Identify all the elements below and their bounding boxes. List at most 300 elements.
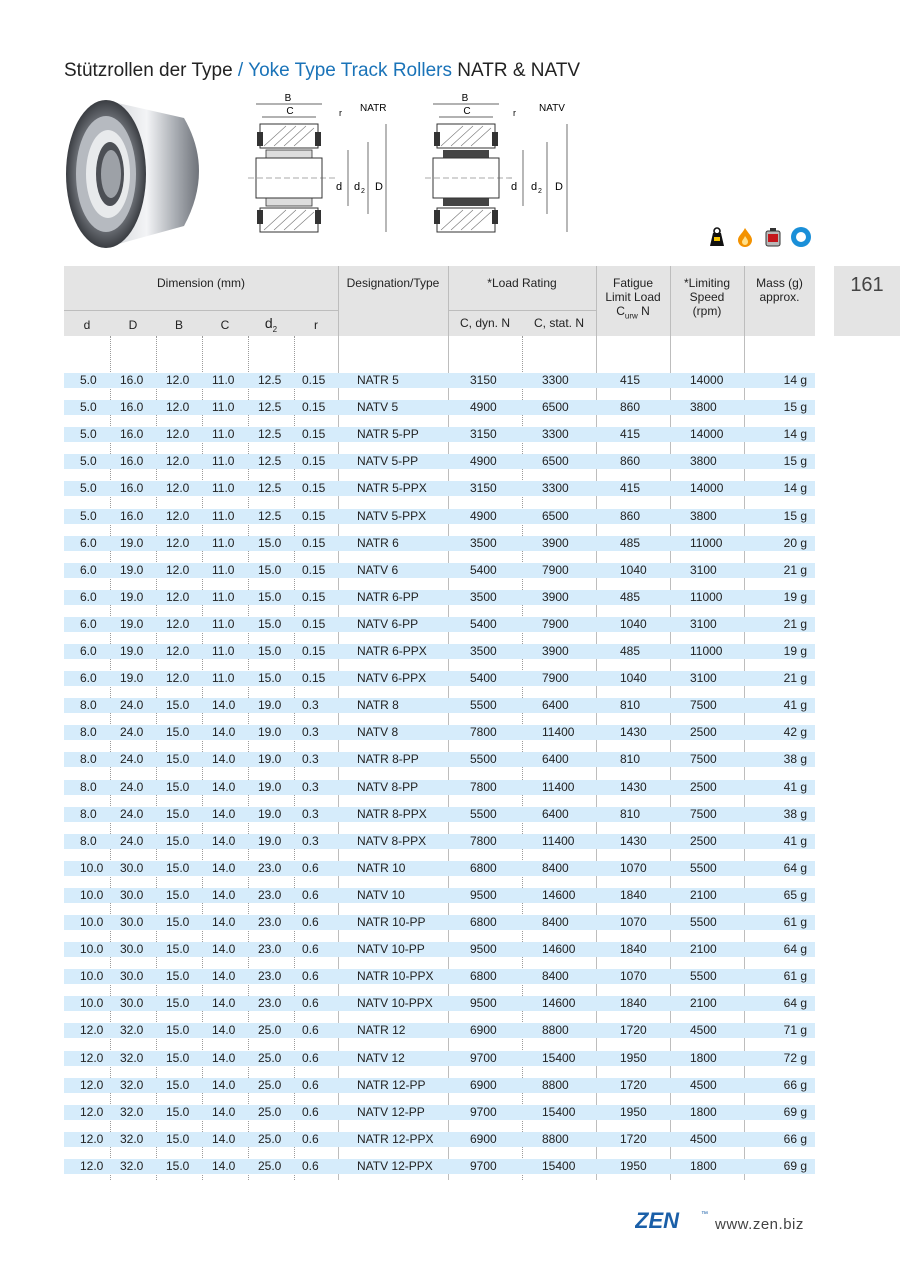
table-row [64,644,815,659]
table-cell: 11400 [542,725,575,740]
table-row [64,1051,815,1066]
table-cell: 69 g [783,1104,807,1119]
flame-icon [734,226,756,248]
table-cell: 14.0 [212,1077,236,1092]
svg-text:d: d [531,181,538,193]
table-cell: 24.0 [120,698,144,713]
table-cell: 14000 [690,481,724,496]
table-row [64,400,815,415]
table-cell: 2500 [690,779,717,794]
table-cell: 11.0 [212,481,235,496]
table-cell: 0.15 [302,644,326,658]
table-row [64,698,815,713]
table-cell: 38 g [783,806,807,821]
table-cell: 5.0 [80,373,97,387]
table-cell: 1040 [620,616,647,631]
table-row [64,1105,815,1120]
table-cell: 0.6 [302,1023,319,1038]
table-cell: 0.6 [302,1077,319,1092]
table-cell: 14.0 [212,996,236,1011]
table-cell: 15.0 [166,725,190,740]
table-cell: NATR 10-PPX [357,969,434,984]
table-cell: 61 g [783,915,807,929]
table-cell: 1430 [620,725,647,740]
table-row [64,969,815,984]
table-cell: NATV 5 [357,400,399,415]
table-cell: 5.0 [80,427,97,442]
table-cell: 14.0 [212,833,236,848]
table-cell: NATR 6-PPX [357,644,427,658]
table-cell: 6500 [542,400,569,415]
table-cell: 3150 [470,481,497,496]
table-cell: 1070 [620,969,647,984]
table-cell: 2500 [690,725,717,740]
table-cell: 0.15 [302,427,326,442]
table-cell: NATR 12 [357,1023,406,1038]
table-cell: 24.0 [120,725,144,740]
table-cell: 42 g [783,725,807,740]
table-cell: 14.0 [212,860,236,875]
grease-can-icon [762,226,784,248]
table-cell: 14000 [690,373,724,387]
table-cell: 32.0 [120,1104,144,1119]
table-cell: 15.0 [166,1131,190,1146]
table-cell: 15.0 [166,833,190,848]
table-cell: 6800 [470,860,497,875]
table-cell: 25.0 [258,1077,282,1092]
table-cell: 30.0 [120,915,144,929]
table-cell: 19 g [783,644,807,658]
table-cell: 0.6 [302,860,319,875]
table-cell: 14.0 [212,942,236,957]
table-cell: NATV 10 [357,887,405,902]
table-cell: 21 g [783,562,807,577]
table-cell: NATV 8 [357,725,399,740]
table-cell: 14.0 [212,698,236,713]
table-cell: 0.15 [302,535,326,550]
table-cell: 12.0 [166,400,190,415]
table-cell: 0.6 [302,1050,319,1065]
table-cell: 0.6 [302,1158,319,1173]
table-cell: NATR 5-PP [357,427,419,442]
table-cell: 15.0 [258,589,282,604]
table-cell: 64 g [783,860,807,875]
table-header [64,266,815,336]
table-cell: NATV 5-PP [357,454,419,469]
table-cell: 11.0 [212,427,235,442]
table-cell: 19.0 [120,589,144,604]
table-row [64,536,815,551]
table-cell: 1840 [620,887,647,902]
table-cell: 14.0 [212,969,236,984]
table-cell: 5500 [690,860,717,875]
table-cell: 6.0 [80,535,97,550]
table-cell: 21 g [783,671,807,686]
table-cell: 15 g [783,400,807,415]
svg-text:B: B [461,93,469,104]
table-row [64,590,815,605]
dim-B-label: B [284,93,292,104]
table-cell: 3800 [690,454,717,469]
table-cell: 6.0 [80,562,97,577]
svg-text:D: D [555,181,563,193]
table-cell: 7500 [690,698,717,713]
table-cell: 6400 [542,698,569,713]
table-cell: 14.0 [212,1158,236,1173]
table-cell: 0.6 [302,915,319,929]
table-cell: 14.0 [212,725,236,740]
table-row [64,834,815,849]
table-cell: 11.0 [212,671,235,686]
table-cell: 3150 [470,427,497,442]
page-number: 161 [850,274,884,296]
table-cell: 24.0 [120,752,144,767]
table-cell: 1800 [690,1158,717,1173]
table-cell: 14.0 [212,779,236,794]
table-cell: 71 g [783,1023,807,1038]
table-row [64,752,815,767]
table-cell: 23.0 [258,915,282,929]
table-cell: 8.0 [80,752,97,767]
table-cell: 1720 [620,1077,647,1092]
table-cell: 0.6 [302,887,319,902]
table-cell: 485 [620,644,641,658]
page-title [64,60,580,82]
table-cell: 14.0 [212,752,236,767]
table-cell: 9500 [470,996,497,1011]
table-cell: 1840 [620,942,647,957]
table-cell: 16.0 [120,400,144,415]
table-cell: 15.0 [166,806,190,821]
table-cell: 14600 [542,942,576,957]
table-cell: 19.0 [258,833,282,848]
table-cell: NATR 5 [357,373,399,387]
table-cell: 0.3 [302,833,319,848]
table-cell: 12.0 [166,454,190,469]
table-cell: 30.0 [120,887,144,902]
table-cell: 12.0 [166,535,190,550]
table-cell: 12.0 [166,427,190,442]
title-sep: / [232,60,249,81]
table-cell: 7900 [542,671,569,686]
table-cell: 25.0 [258,1104,282,1119]
natv-section-drawing [425,92,575,252]
table-cell: 19.0 [258,779,282,794]
table-cell: NATR 8-PPX [357,806,427,821]
header-mass: Mass (g) approx. [756,276,803,304]
table-cell: 41 g [783,698,807,713]
dim-r-label: r [339,108,342,118]
table-cell: 6.0 [80,671,97,686]
table-cell: 24.0 [120,806,144,821]
table-cell: 6900 [470,1077,497,1092]
table-cell: 9700 [470,1158,497,1173]
table-cell: 860 [620,508,641,523]
table-cell: NATV 10-PP [357,942,425,957]
table-cell: 12.0 [166,508,190,523]
table-cell: 1430 [620,833,647,848]
table-cell: NATV 5-PPX [357,508,427,523]
table-cell: 19.0 [120,671,144,686]
table-cell: 19 g [783,589,807,604]
table-cell: 10.0 [80,996,104,1011]
table-cell: 5400 [470,616,497,631]
table-cell: 0.6 [302,996,319,1011]
table-cell: 5500 [470,752,497,767]
table-cell: 12.5 [258,400,282,415]
table-cell: 15.0 [258,671,282,686]
table-cell: NATV 12-PPX [357,1158,433,1173]
table-cell: 4900 [470,508,497,523]
table-cell: 1950 [620,1050,647,1065]
ring-icon [790,226,812,248]
header-load-rating: *Load Rating [487,276,557,290]
table-cell: 11000 [690,535,723,550]
table-cell: 6900 [470,1131,497,1146]
svg-text:C: C [463,106,471,117]
table-cell: 8.0 [80,779,97,794]
table-cell: 10.0 [80,942,104,957]
table-cell: 3500 [470,644,497,658]
header-dimension: Dimension (mm) [156,276,245,290]
table-cell: 14.0 [212,1104,236,1119]
table-cell: 32.0 [120,1023,144,1038]
table-row [64,942,815,957]
table-cell: 14 g [783,481,807,496]
track-roller-photo [64,90,214,255]
table-cell: 5400 [470,562,497,577]
table-row [64,373,815,388]
table-cell: 15.0 [166,1050,190,1065]
table-cell: NATV 6-PPX [357,671,427,686]
svg-text:2: 2 [361,188,365,195]
table-cell: 6.0 [80,616,97,631]
table-cell: 8800 [542,1131,569,1146]
table-row [64,427,815,442]
table-cell: 15.0 [166,915,190,929]
table-cell: 3300 [542,481,569,496]
svg-text:d: d [511,181,518,193]
table-cell: 14600 [542,996,576,1011]
table-cell: 6.0 [80,589,97,604]
table-cell: 1720 [620,1131,647,1146]
table-cell: 15.0 [166,1158,190,1173]
table-cell: 8.0 [80,833,97,848]
table-cell: 14 g [783,373,807,387]
svg-text:2: 2 [538,188,542,195]
table-cell: 32.0 [120,1077,144,1092]
table-cell: 15.0 [258,616,282,631]
table-cell: 0.3 [302,752,319,767]
table-cell: 15.0 [166,860,190,875]
table-row [64,807,815,822]
table-cell: 12.0 [166,589,190,604]
table-cell: 485 [620,535,641,550]
table-cell: 15.0 [166,1104,190,1119]
table-cell: 23.0 [258,887,282,902]
table-row [64,780,815,795]
table-cell: 15.0 [258,644,282,658]
footer-url: www.zen.biz [715,1216,804,1233]
table-cell: 61 g [783,969,807,984]
table-cell: 14 g [783,427,807,442]
table-row [64,725,815,740]
table-cell: 12.0 [80,1023,104,1038]
table-cell: 1720 [620,1023,647,1038]
table-cell: 6900 [470,1023,497,1038]
table-cell: NATV 10-PPX [357,996,433,1011]
table-cell: 23.0 [258,996,282,1011]
table-cell: 25.0 [258,1131,282,1146]
table-cell: 6500 [542,508,569,523]
table-cell: NATV 12 [357,1050,405,1065]
table-cell: 10.0 [80,860,104,875]
table-cell: 11.0 [212,373,235,387]
table-cell: 3900 [542,535,569,550]
col-c-stat: C, stat. N [533,316,584,330]
table-cell: 7500 [690,806,717,821]
table-cell: 23.0 [258,860,282,875]
table-cell: 15.0 [166,1077,190,1092]
table-cell: 69 g [783,1158,807,1173]
table-cell: 5.0 [80,508,97,523]
table-row [64,1023,815,1038]
table-cell: 19.0 [120,535,144,550]
table-cell: 11.0 [212,616,235,631]
table-cell: 24.0 [120,833,144,848]
table-cell: 12.0 [166,671,190,686]
table-cell: NATR 6-PP [357,589,419,604]
zen-logo [635,1208,710,1234]
table-cell: NATR 5-PPX [357,481,427,496]
table-cell: 0.6 [302,942,319,957]
table-cell: 0.3 [302,779,319,794]
table-cell: NATV 6-PP [357,616,419,631]
table-cell: 1040 [620,671,647,686]
table-cell: 64 g [783,996,807,1011]
table-cell: NATR 12-PPX [357,1131,434,1146]
table-cell: 8800 [542,1077,569,1092]
col-d2: $d_2$ [264,315,278,334]
table-cell: 5400 [470,671,497,686]
table-cell: 11000 [690,644,723,658]
table-cell: 15.0 [166,698,190,713]
table-cell: 3100 [690,562,717,577]
table-cell: 5500 [470,806,497,821]
table-cell: 41 g [783,779,807,794]
table-cell: 485 [620,589,641,604]
table-cell: 10.0 [80,915,104,929]
table-row [64,888,815,903]
table-cell: 12.0 [80,1131,104,1146]
table-row [64,563,815,578]
table-cell: 12.0 [80,1050,104,1065]
col-r: r [314,318,318,332]
table-cell: 2500 [690,833,717,848]
table-cell: 9700 [470,1104,497,1119]
table-cell: NATR 8-PP [357,752,419,767]
table-row [64,915,815,930]
table-cell: 41 g [783,833,807,848]
table-cell: 65 g [783,887,807,902]
table-cell: 11000 [690,589,723,604]
table-cell: NATV 8-PPX [357,833,427,848]
table-cell: 8.0 [80,698,97,713]
table-cell: 24.0 [120,779,144,794]
table-cell: 30.0 [120,860,144,875]
table-cell: 12.0 [166,562,190,577]
table-cell: 15400 [542,1050,576,1065]
table-cell: 7800 [470,725,497,740]
table-cell: 8.0 [80,725,97,740]
table-cell: 15 g [783,454,807,469]
table-cell: 0.15 [302,508,326,523]
table-row [64,481,815,496]
title-de: Stützrollen der Type [64,60,233,81]
dim-d2-label: d [354,181,361,193]
table-cell: 2100 [690,942,717,957]
property-icons [706,226,812,248]
table-cell: 415 [620,427,641,442]
table-row [64,1132,815,1147]
table-cell: 860 [620,454,641,469]
table-cell: 15.0 [166,996,190,1011]
table-cell: 8400 [542,915,569,929]
table-cell: 6800 [470,915,497,929]
table-cell: 8.0 [80,806,97,821]
table-cell: 30.0 [120,996,144,1011]
table-cell: 1840 [620,996,647,1011]
table-cell: 5.0 [80,454,97,469]
table-cell: 0.6 [302,1131,319,1146]
table-cell: 12.5 [258,508,282,523]
table-cell: 14.0 [212,915,236,929]
dim-d-label: d [336,181,343,193]
table-row [64,1078,815,1093]
table-cell: 0.15 [302,616,326,631]
table-cell: 23.0 [258,942,282,957]
dim-D-label: D [375,181,383,193]
table-cell: 1040 [620,562,647,577]
table-cell: 3300 [542,427,569,442]
table-cell: 9500 [470,942,497,957]
table-cell: 0.3 [302,698,319,713]
table-cell: 12.0 [166,373,190,387]
table-cell: 1800 [690,1050,717,1065]
table-cell: 4500 [690,1131,717,1146]
table-cell: 3100 [690,671,717,686]
table-cell: 11.0 [212,589,235,604]
table-cell: 3500 [470,589,497,604]
table-cell: 3100 [690,616,717,631]
table-cell: 15.0 [166,752,190,767]
table-cell: 30.0 [120,942,144,957]
table-cell: NATV 6 [357,562,399,577]
table-cell: 4500 [690,1023,717,1038]
table-cell: 12.0 [166,644,190,658]
table-cell: 66 g [783,1077,807,1092]
table-cell: 415 [620,373,641,387]
table-cell: 21 g [783,616,807,631]
table-row [64,454,815,469]
table-row [64,1159,815,1174]
table-cell: 15.0 [258,562,282,577]
table-cell: 3800 [690,508,717,523]
table-cell: 5.0 [80,400,97,415]
table-cell: 32.0 [120,1131,144,1146]
col-C: C [220,318,230,332]
table-cell: 9500 [470,887,497,902]
